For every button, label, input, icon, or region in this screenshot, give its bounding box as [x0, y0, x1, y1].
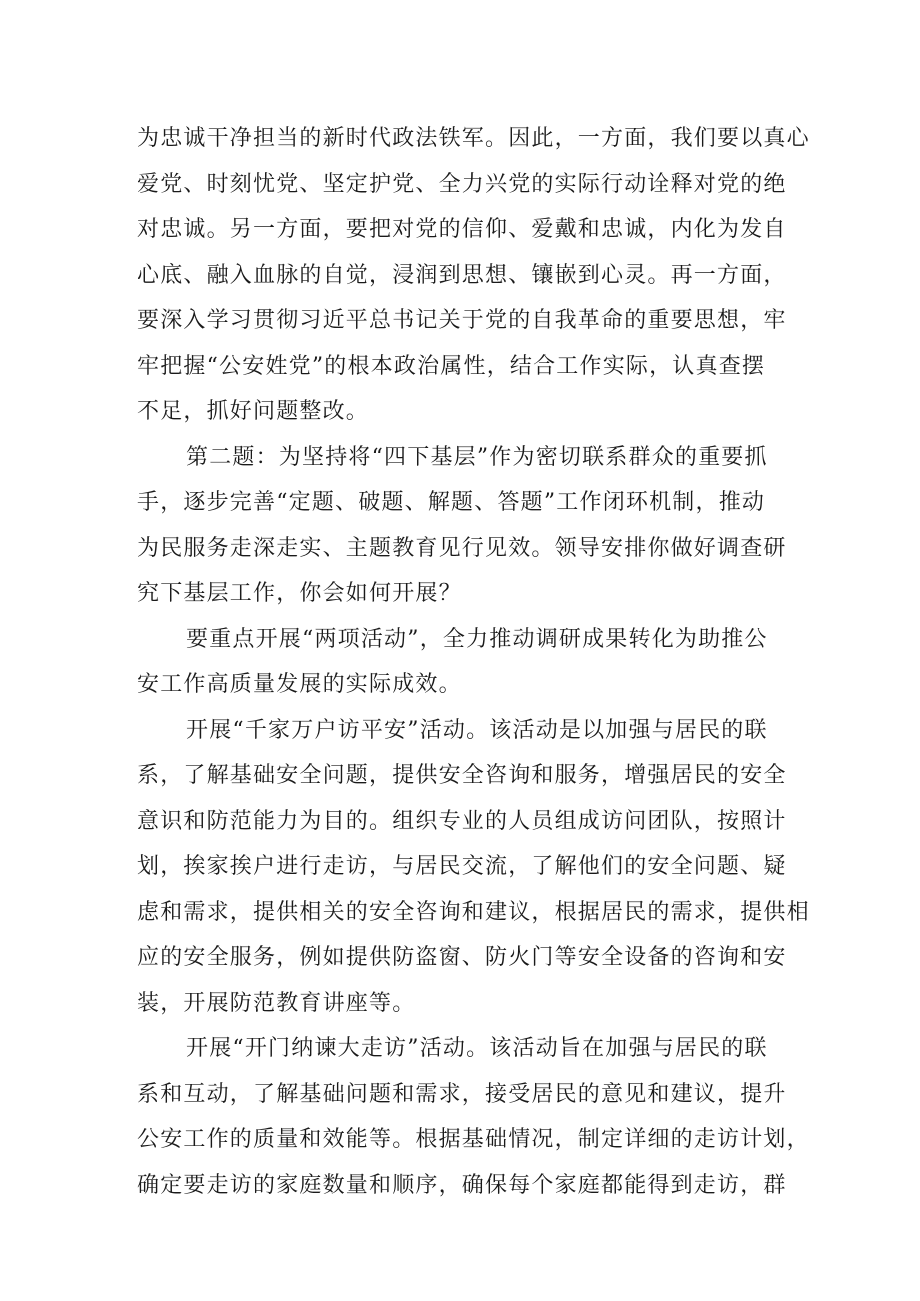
text-line: 要深入学习贯彻习近平总书记关于党的自我革命的重要思想，牢 [137, 308, 787, 333]
text-line: 心底、融入血脉的自觉，浸润到思想、镶嵌到心灵。再一方面， [137, 262, 787, 288]
text-line: 系和互动，了解基础问题和需求，接受居民的意见和建议，提升 [137, 1081, 787, 1107]
text-line: 虑和需求，提供相关的安全咨询和建议，根据居民的需求，提供相 [137, 899, 810, 925]
text-line: 公安工作的质量和效能等。根据基础情况，制定详细的走访计划， [137, 1127, 810, 1152]
text-line: 为忠诚干净担当的新时代政法铁军。因此，一方面，我们要以真心 [137, 126, 810, 151]
text-line: 要重点开展“两项活动”，全力推动调研成果转化为助推公 [186, 626, 768, 652]
text-line: 对忠诚。另一方面，要把对党的信仰、爱戴和忠诚，内化为发自 [137, 217, 787, 242]
text-line: 划，挨家挨户进行走访，与居民交流，了解他们的安全问题、疑 [137, 854, 787, 879]
text-line: 确定要走访的家庭数量和顺序，确保每个家庭都能得到走访，群 [137, 1172, 787, 1198]
text-line: 牢把握“公安姓党”的根本政治属性，结合工作实际，认真查摆 [137, 353, 766, 379]
text-line: 开展“千家万户访平安”活动。该活动是以加强与居民的联 [186, 717, 768, 743]
document-body [137, 116, 810, 1208]
text-line: 究下基层工作，你会如何开展？ [137, 581, 462, 606]
text-line: 安工作高质量发展的实际成效。 [137, 672, 462, 697]
text-line: 手，逐步完善“定题、破题、解题、答题”工作闭环机制，推动 [137, 490, 766, 515]
text-line: 第二题：为坚持将“四下基层”作为密切联系群众的重要抓 [186, 444, 768, 470]
text-line: 开展“开门纳谏大走访”活动。该活动旨在加强与居民的联 [186, 1036, 768, 1061]
text-line: 为民服务走深走实、主题教育见行见效。领导安排你做好调查研 [137, 535, 787, 561]
text-line: 应的安全服务，例如提供防盗窗、防火门等安全设备的咨询和安 [137, 945, 787, 970]
text-line: 爱党、时刻忧党、坚定护党、全力兴党的实际行动诠释对党的绝 [137, 171, 787, 197]
text-line: 装，开展防范教育讲座等。 [137, 990, 416, 1016]
text-line: 系，了解基础安全问题，提供安全咨询和服务，增强居民的安全 [137, 763, 787, 788]
text-line: 意识和防范能力为目的。组织专业的人员组成访问团队，按照计 [137, 808, 787, 834]
text-line: 不足，抓好问题整改。 [137, 399, 370, 424]
